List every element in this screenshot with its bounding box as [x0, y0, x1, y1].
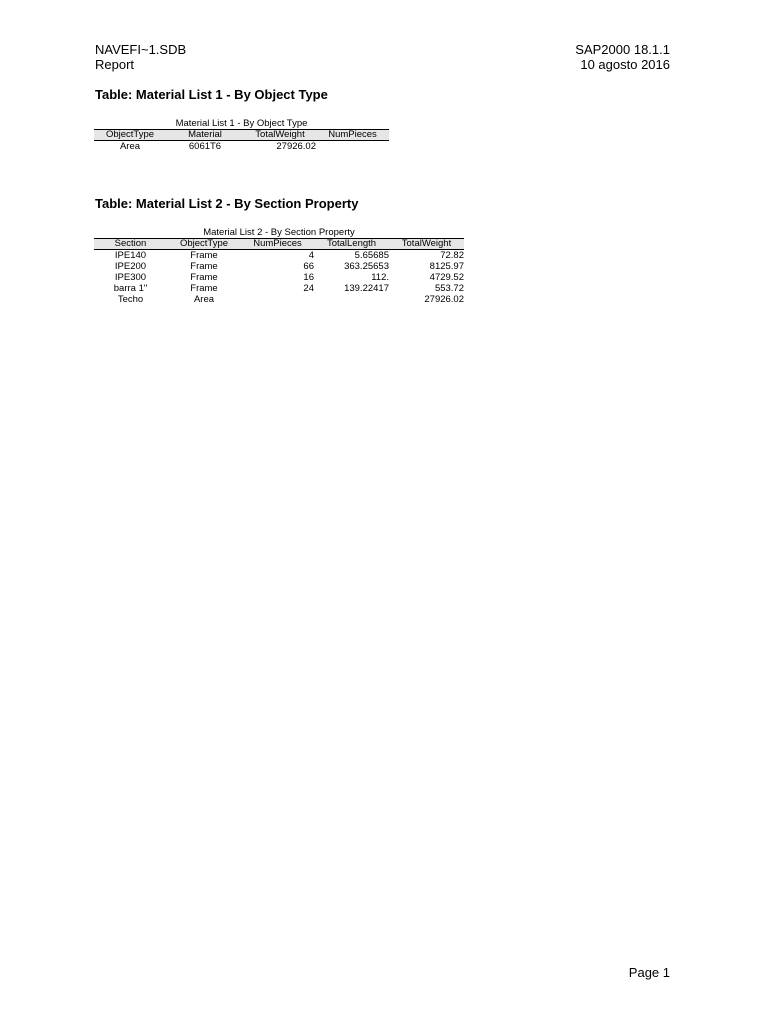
- material-list-1-table: [94, 129, 389, 152]
- column-header: ObjectType: [167, 239, 241, 250]
- column-header: Section: [94, 239, 167, 250]
- table-row: [94, 294, 464, 305]
- cell-object-type: Area: [193, 293, 215, 305]
- table2-caption: Material List 2 - By Section Property: [203, 227, 355, 238]
- cell-section: IPE140: [114, 249, 147, 261]
- table-header-row: [94, 239, 464, 250]
- column-header: NumPieces: [316, 130, 389, 141]
- cell-num-pieces: [241, 294, 314, 305]
- cell-total-length: [314, 294, 389, 305]
- page-header-right: [575, 42, 670, 72]
- cell-num-pieces: [316, 141, 389, 153]
- column-header: ObjectType: [94, 130, 166, 141]
- cell-total-length: 139.22417: [344, 282, 389, 294]
- cell-total-length: 112.: [371, 271, 389, 283]
- table2-title: Table: Material List 2 - By Section Property: [95, 196, 359, 211]
- cell-section: IPE300: [114, 271, 147, 283]
- cell-total-weight: 553.72: [434, 282, 464, 294]
- table-row: [94, 250, 464, 262]
- cell-material: 6061T6: [188, 140, 222, 152]
- column-header: NumPieces: [241, 239, 314, 250]
- cell-total-weight: 27926.02: [276, 140, 316, 152]
- cell-num-pieces: 4: [308, 249, 314, 261]
- cell-object-type: Frame: [190, 260, 218, 272]
- cell-section: Techo: [117, 293, 144, 305]
- column-header: TotalWeight: [389, 239, 464, 250]
- cell-num-pieces: 16: [303, 271, 314, 283]
- table1-caption: Material List 1 - By Object Type: [175, 118, 308, 129]
- cell-section: IPE200: [114, 260, 147, 272]
- table2-block: [94, 227, 464, 305]
- report-label: Report: [95, 57, 135, 72]
- report-date: 10 agosto 2016: [580, 57, 670, 72]
- page-number: Page 1: [628, 965, 670, 980]
- program-version: SAP2000 18.1.1: [575, 42, 670, 57]
- cell-section: barra 1": [113, 282, 148, 294]
- cell-object-type: Frame: [190, 249, 218, 261]
- page-header-left: [95, 42, 186, 72]
- cell-total-length: 5.65685: [354, 249, 389, 261]
- cell-num-pieces: 66: [303, 260, 314, 272]
- cell-total-weight: 27926.02: [424, 293, 464, 305]
- cell-object-type: Area: [119, 140, 141, 152]
- table-row: [94, 283, 464, 294]
- file-name: NAVEFI~1.SDB: [95, 42, 187, 57]
- table-header-row: [94, 130, 389, 141]
- table-row: [94, 261, 464, 272]
- cell-object-type: Frame: [190, 282, 218, 294]
- cell-total-length: 363.25653: [344, 260, 389, 272]
- table-row: [94, 272, 464, 283]
- table-row: [94, 141, 389, 153]
- cell-total-weight: 4729.52: [429, 271, 464, 283]
- column-header: TotalWeight: [244, 130, 316, 141]
- column-header: TotalLength: [314, 239, 389, 250]
- cell-object-type: Frame: [190, 271, 218, 283]
- cell-total-weight: 72.82: [440, 249, 464, 261]
- cell-total-weight: 8125.97: [429, 260, 464, 272]
- column-header: Material: [166, 130, 244, 141]
- cell-num-pieces: 24: [303, 282, 314, 294]
- material-list-2-table: [94, 238, 464, 305]
- table1-title: Table: Material List 1 - By Object Type: [95, 87, 328, 102]
- table1-block: [94, 118, 389, 152]
